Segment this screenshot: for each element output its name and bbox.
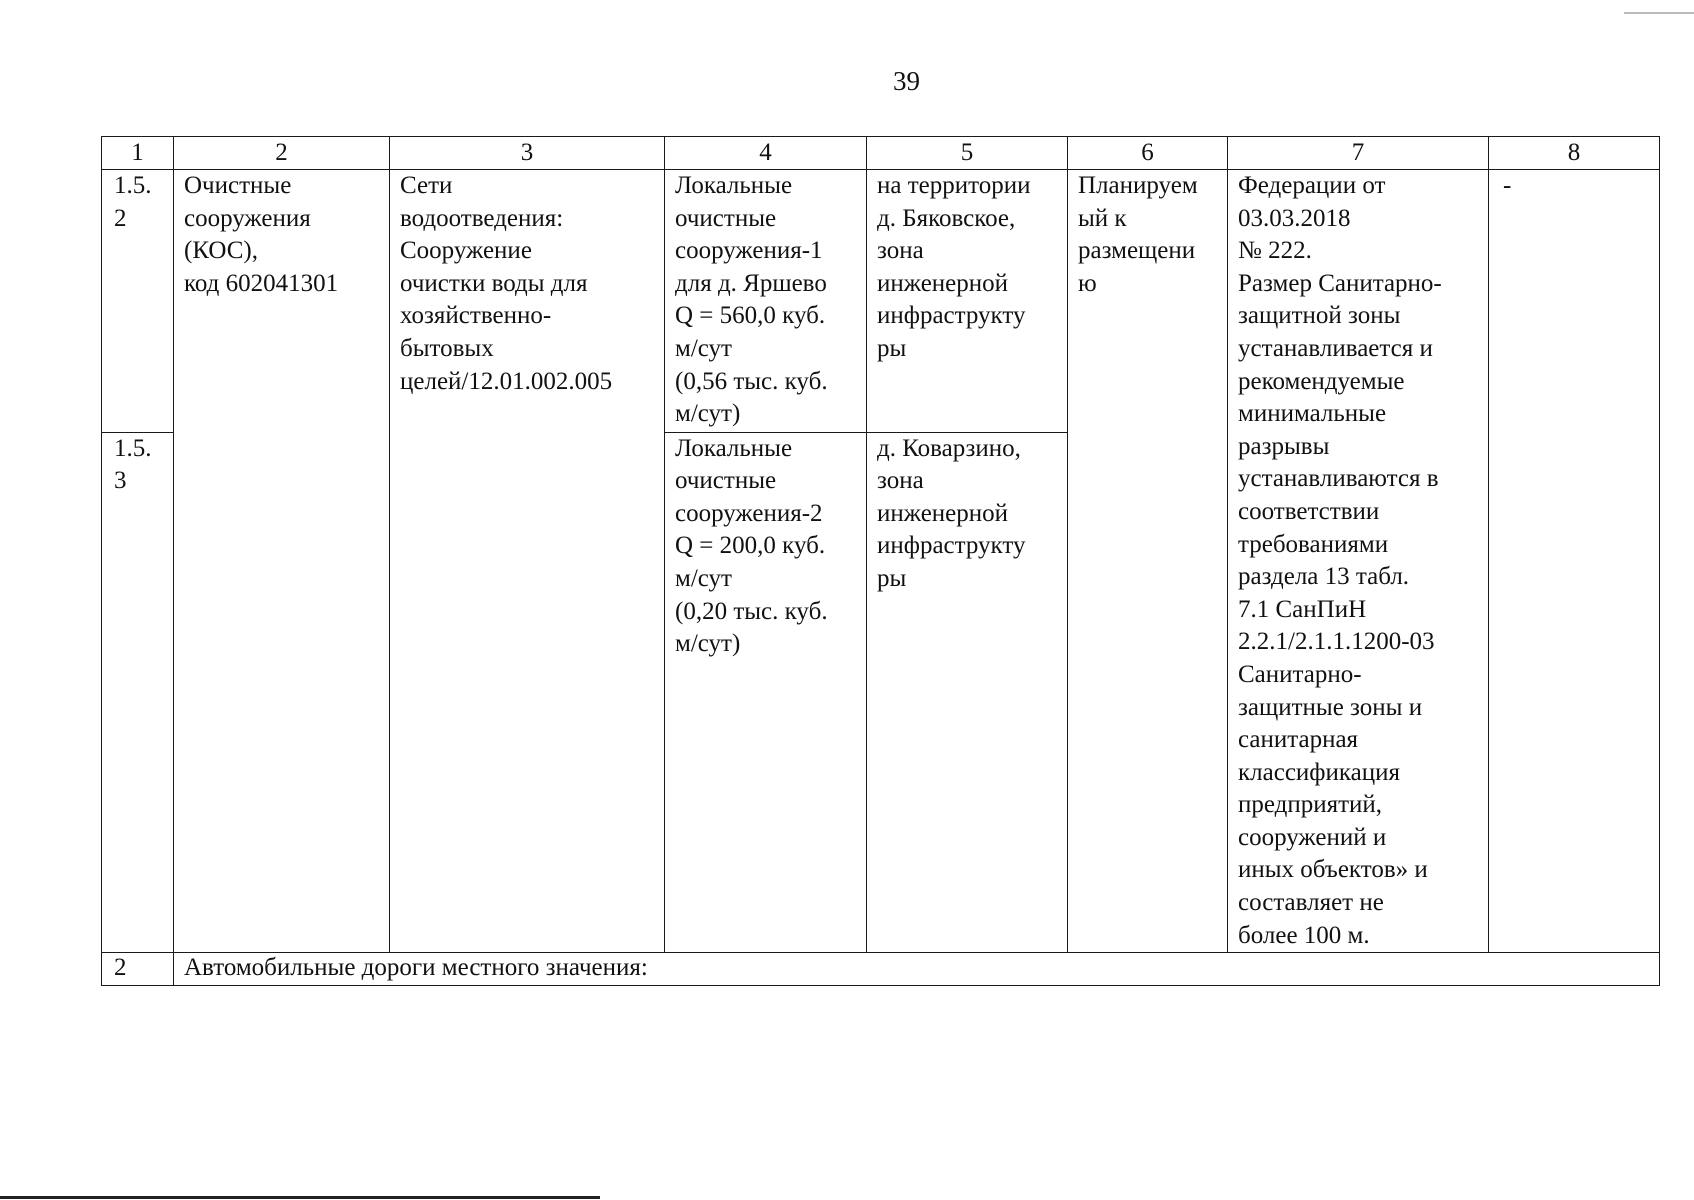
column-header: 6 — [1068, 137, 1228, 170]
zone-requirements-cell: Федерации от 03.03.2018 № 222. Размер Санитарно- защитной зоны устанавливается и рекомендуемые минимальные разрывы устанавливаются в соответствии требованиями раздела 13 табл. 7.1 СанПиН 2.2.1/2.1.1.1200-03 Санитарно- защитные зоны и санитарная классификация предприятий, сооружений и иных объектов» и составляет не более 100 м. — [1228, 170, 1489, 953]
column-header: 4 — [665, 137, 867, 170]
location-cell: д. Коварзино, зона инженерной инфраструкту ры — [867, 432, 1068, 953]
column-header: 2 — [174, 137, 390, 170]
column-header: 7 — [1228, 137, 1489, 170]
facility-purpose-cell: Сети водоотведения: Сооружение очистки воды для хозяйственно- бытовых целей/12.01.002.005 — [390, 170, 665, 953]
page-number: 39 — [893, 66, 920, 96]
status-cell: Планируем ый к размещени ю — [1068, 170, 1228, 953]
column-header: 1 — [102, 137, 174, 170]
row-number-cell: 1.5. 3 — [102, 432, 174, 953]
column-header: 5 — [867, 137, 1068, 170]
notes-cell: - — [1489, 170, 1660, 953]
scan-edge-mark — [0, 1196, 600, 1199]
location-cell: на территории д. Бяковское, зона инженерной инфраструкту ры — [867, 170, 1068, 433]
row-number-cell: 2 — [102, 953, 174, 986]
facility-name-cell: Очистные сооружения (КОС), код 602041301 — [174, 170, 390, 953]
table-row — [102, 170, 1660, 433]
table-header-row — [102, 137, 1660, 170]
column-header: 3 — [390, 137, 665, 170]
facilities-table — [101, 136, 1660, 986]
column-header: 8 — [1489, 137, 1660, 170]
table-row — [102, 953, 1660, 986]
facility-description-cell: Локальные очистные сооружения-1 для д. Яршево Q = 560,0 куб. м/сут (0,56 тыс. куб. м/сут) — [665, 170, 867, 433]
facility-description-cell: Локальные очистные сооружения-2 Q = 200,0 куб. м/сут (0,20 тыс. куб. м/сут) — [665, 432, 867, 953]
section-title-cell: Автомобильные дороги местного значения: — [174, 953, 1660, 986]
scan-edge-mark — [1624, 12, 1694, 14]
row-number-cell: 1.5. 2 — [102, 170, 174, 433]
